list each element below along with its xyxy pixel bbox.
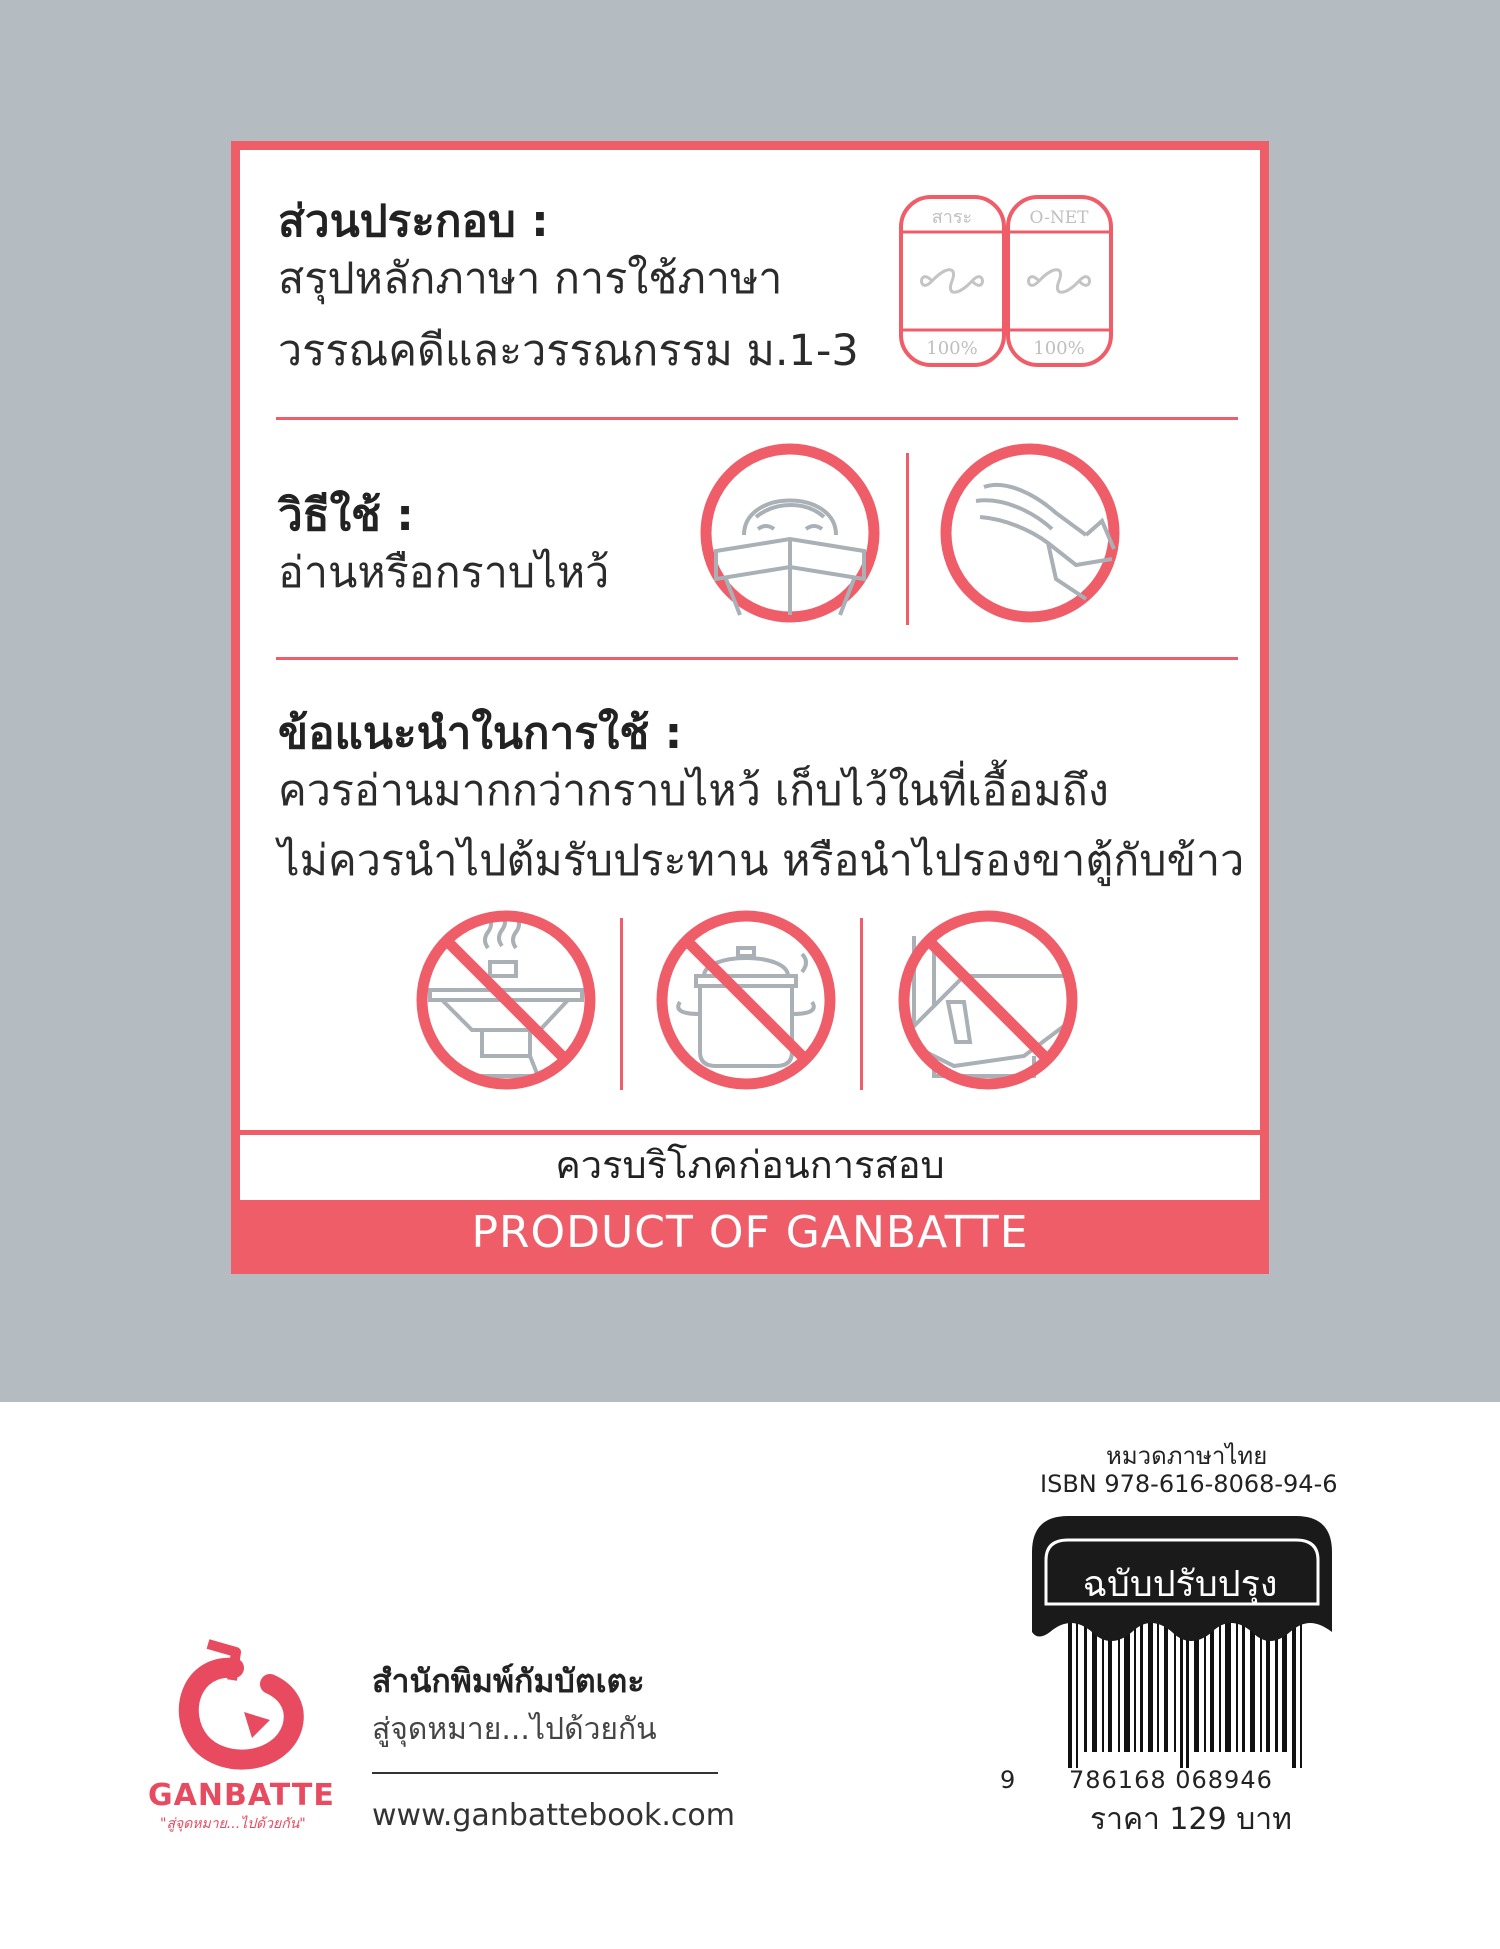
badges-graphic (896, 192, 1118, 372)
infinity-icon (1029, 270, 1090, 293)
divider-1 (276, 417, 1238, 420)
infinity-icon (922, 270, 983, 293)
usage-text: อ่านหรือกราบไหว้ (278, 548, 610, 598)
advice-line-2: ไม่ควรนำไปต้มรับประทาน หรือนำไปรองขาตู้กับข้าว (278, 836, 1245, 886)
usage-heading: วิธีใช้ : (278, 490, 414, 541)
advice-separator-1 (620, 918, 623, 1090)
publisher-divider (372, 1772, 718, 1774)
praying-hands-icon (936, 439, 1124, 627)
edition-label: ฉบับปรับปรุง (1082, 1564, 1278, 1605)
logo-wordmark: GANBATTE (148, 1778, 335, 1813)
no-cabinet-leg-icon (894, 906, 1082, 1094)
ingredients-line-1: สรุปหลักภาษา การใช้ภาษา (278, 254, 783, 304)
ingredients-heading: ส่วนประกอบ : (278, 196, 549, 247)
consume-note: ควรบริโภคก่อนการสอบ (240, 1130, 1260, 1193)
product-of-banner: PRODUCT OF GANBATTE (240, 1200, 1260, 1265)
advice-separator-2 (860, 918, 863, 1090)
usage-icons-separator (906, 453, 909, 625)
barcode-digits: 786168 068946 (1069, 1766, 1273, 1794)
publisher-name: สำนักพิมพ์กัมบัตเตะ (372, 1662, 645, 1700)
badge-sara (901, 197, 1004, 365)
divider-2 (276, 657, 1238, 660)
advice-line-1: ควรอ่านมากกว่ากราบไหว้ เก็บไว้ในที่เอื้อมถึง (278, 766, 1109, 816)
ingredients-line-2: วรรณคดีและวรรณกรรม ม.1-3 (278, 326, 859, 376)
badge-onet-bottom: 100% (1033, 338, 1085, 359)
isbn: ISBN 978-616-8068-94-6 (1040, 1470, 1338, 1498)
barcode (1024, 1512, 1340, 1788)
no-steaming-icon (412, 906, 600, 1094)
publisher-slogan: สู่จุดหมาย...ไปด้วยกัน (372, 1712, 657, 1747)
publisher-website[interactable]: www.ganbattebook.com (372, 1798, 735, 1833)
badge-sara-bottom: 100% (926, 338, 978, 359)
ganbatte-logo-icon (170, 1634, 304, 1774)
logo-tagline: "สู่จุดหมาย...ไปด้วยกัน" (160, 1816, 306, 1832)
badge-onet-top: O-NET (1029, 208, 1089, 228)
book-category: หมวดภาษาไทย (1106, 1442, 1268, 1470)
barcode-first-digit: 9 (1000, 1766, 1016, 1794)
product-label (231, 141, 1269, 1274)
reading-book-icon (696, 439, 884, 627)
badge-onet (1008, 197, 1111, 365)
no-cooking-pot-icon (652, 906, 840, 1094)
badge-sara-top: สาระ (931, 207, 973, 228)
price: ราคา 129 บาท (1090, 1802, 1292, 1837)
advice-heading: ข้อแนะนำในการใช้ : (278, 708, 683, 759)
